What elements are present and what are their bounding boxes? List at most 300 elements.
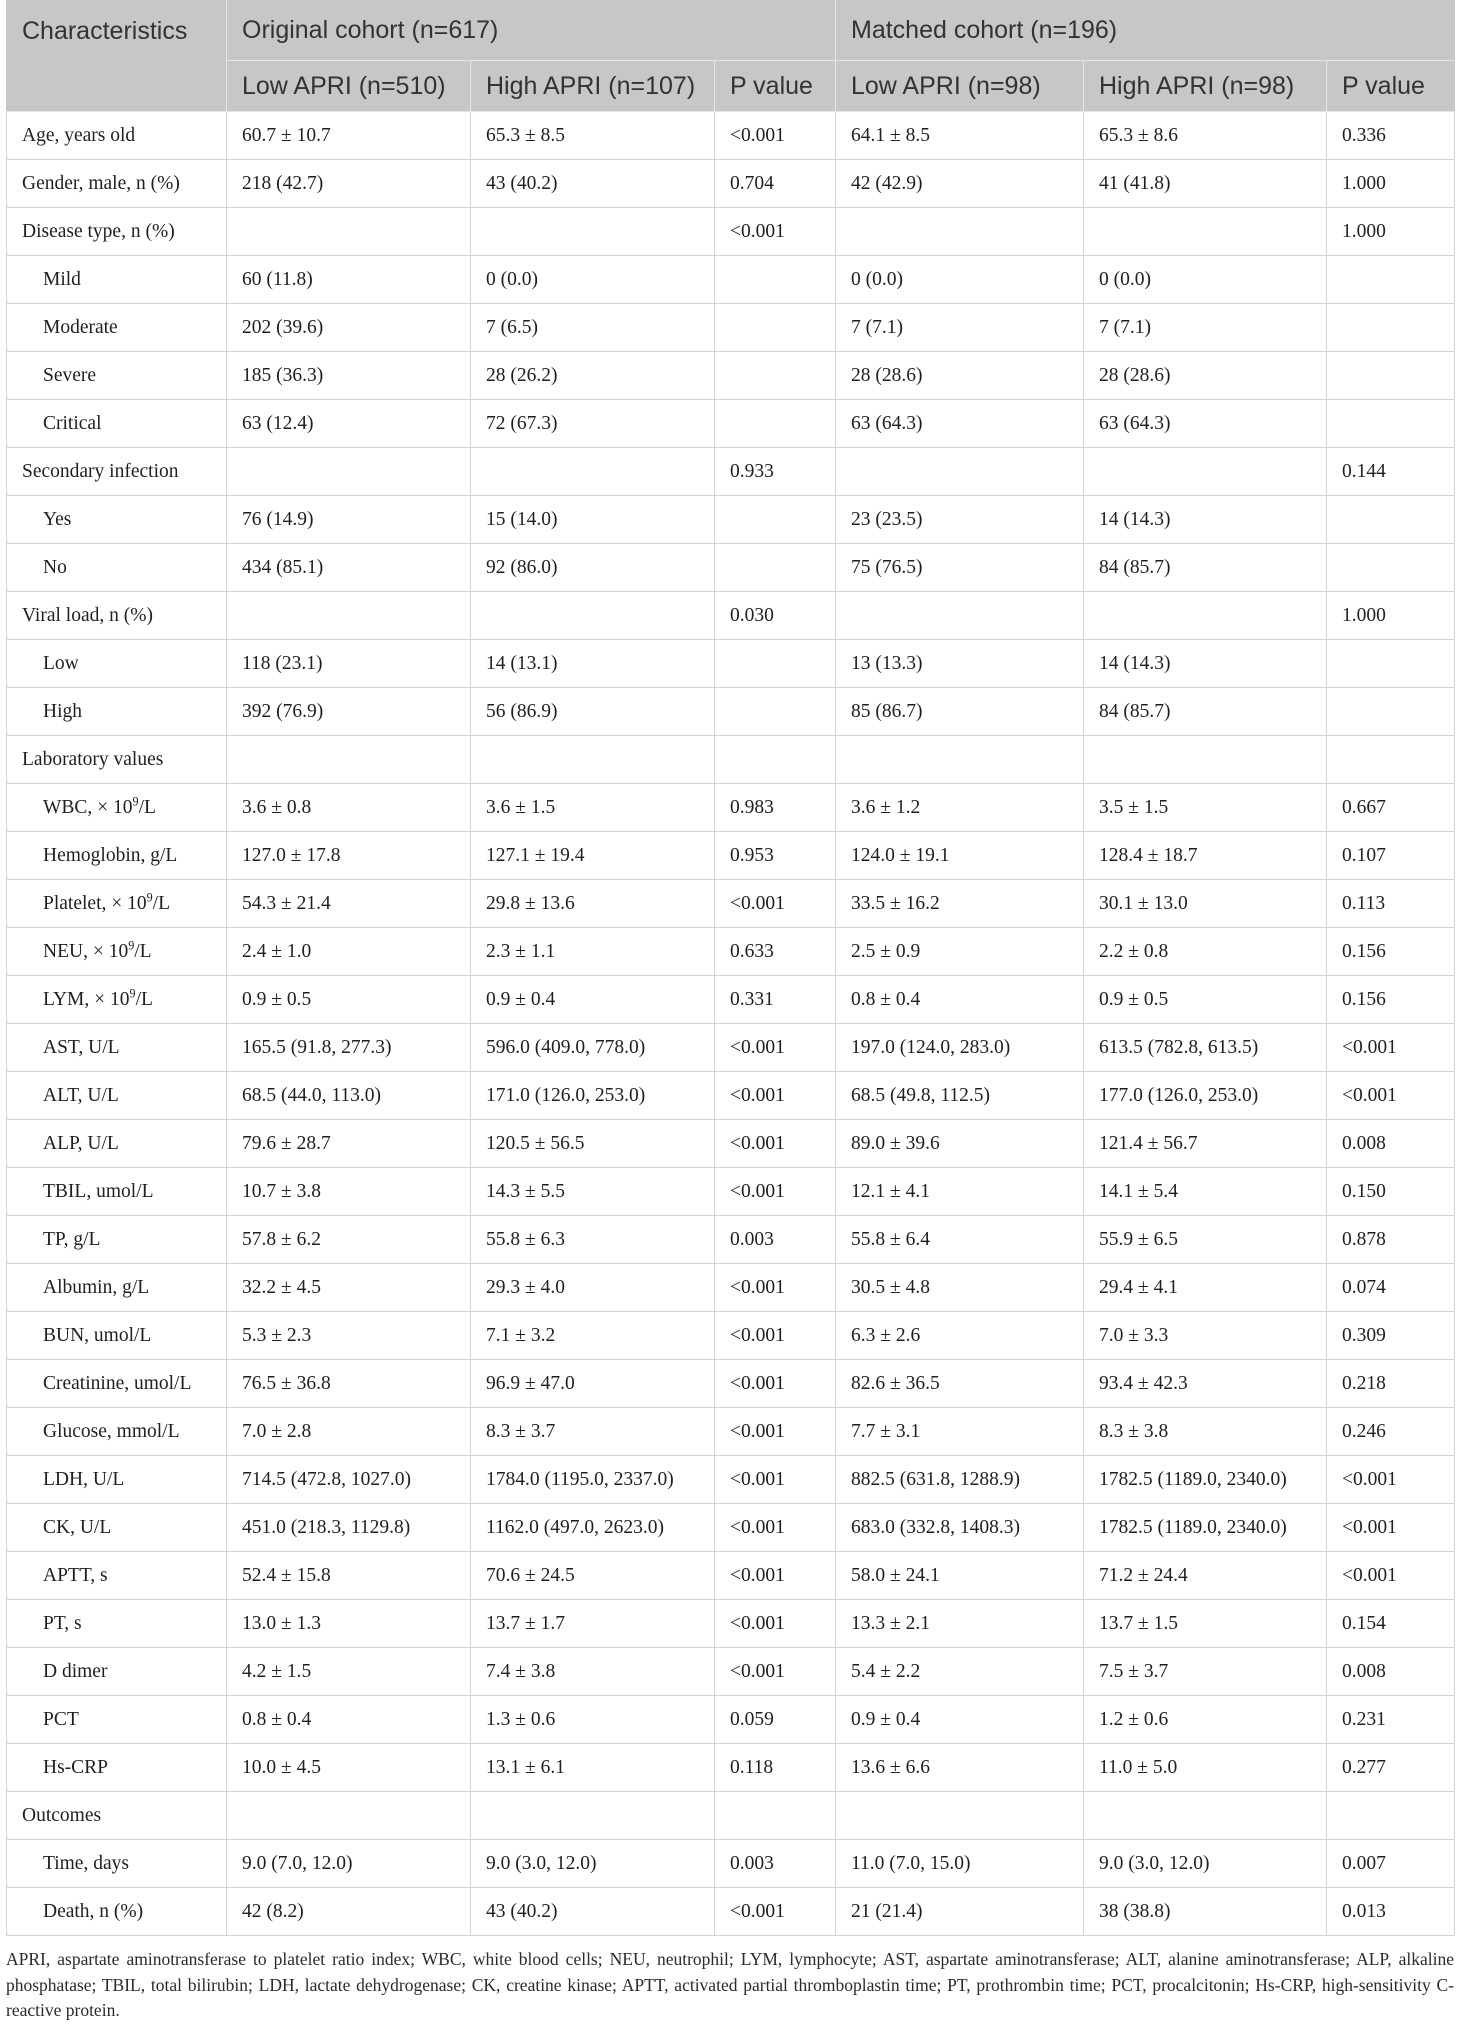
cell-matched-p-value: <0.001 [1327,1504,1455,1552]
row-label-text: Outcomes [22,1804,102,1826]
cell-original-p-value [715,256,836,304]
cell-original-low-apri [227,448,471,496]
cell-matched-low-apri: 882.5 (631.8, 1288.9) [836,1456,1084,1504]
cell-original-low-apri: 13.0 ± 1.3 [227,1600,471,1648]
cell-matched-p-value [1327,544,1455,592]
row-label [7,112,227,160]
cell-matched-p-value [1327,496,1455,544]
cell-matched-p-value: 0.144 [1327,448,1455,496]
table-row [7,208,1455,256]
cell-matched-p-value: <0.001 [1327,1024,1455,1072]
table-row [7,352,1455,400]
row-label-text: Platelet, × 10 [43,892,147,914]
cell-matched-low-apri: 42 (42.9) [836,160,1084,208]
cell-original-p-value: 0.030 [715,592,836,640]
header-matched-p-value: P value [1327,61,1455,112]
cell-matched-high-apri: 84 (85.7) [1084,688,1327,736]
row-label-text: High [43,700,82,722]
cell-matched-low-apri: 13 (13.3) [836,640,1084,688]
cell-matched-high-apri: 1.2 ± 0.6 [1084,1696,1327,1744]
cell-matched-low-apri: 58.0 ± 24.1 [836,1552,1084,1600]
row-label [7,640,227,688]
row-label [7,448,227,496]
cell-original-low-apri: 52.4 ± 15.8 [227,1552,471,1600]
cell-matched-low-apri: 75 (76.5) [836,544,1084,592]
cell-original-low-apri: 4.2 ± 1.5 [227,1648,471,1696]
cell-original-high-apri: 7.4 ± 3.8 [471,1648,715,1696]
cell-matched-low-apri: 6.3 ± 2.6 [836,1312,1084,1360]
footnote: APRI, aspartate aminotransferase to platelet ratio index; WBC, white blood cells; NEU, neutrophil; LYM, lymphocyte; AST, aspartate aminotransferase; ALT, alanine aminotransferase; ALP, alkaline phosphatase; TBIL, total bilirubin; LDH, lactate dehydrogenase; CK, creatine kinase; APTT, activated partial thromboplastin time; PT, prothrombin time; PCT, procalcitonin; Hs-CRP, high-sensitivity C-reactive protein. [6,1949,1454,2020]
cell-matched-high-apri [1084,208,1327,256]
row-label-text: Age, years old [22,124,136,146]
cell-matched-p-value: 0.246 [1327,1408,1455,1456]
row-label [7,1648,227,1696]
cell-matched-high-apri: 7 (7.1) [1084,304,1327,352]
cell-original-p-value: 0.633 [715,928,836,976]
cell-matched-high-apri: 3.5 ± 1.5 [1084,784,1327,832]
cell-original-low-apri: 79.6 ± 28.7 [227,1120,471,1168]
table-row [7,1120,1455,1168]
table-row [7,1744,1455,1792]
cell-original-p-value: <0.001 [715,1072,836,1120]
row-label-text: ALP, U/L [43,1132,119,1154]
cell-original-p-value: <0.001 [715,1456,836,1504]
cell-original-low-apri: 714.5 (472.8, 1027.0) [227,1456,471,1504]
cell-original-p-value: <0.001 [715,112,836,160]
cell-matched-p-value: 1.000 [1327,160,1455,208]
cell-original-p-value: <0.001 [715,208,836,256]
cell-matched-high-apri: 55.9 ± 6.5 [1084,1216,1327,1264]
cell-matched-low-apri: 2.5 ± 0.9 [836,928,1084,976]
cell-matched-low-apri: 683.0 (332.8, 1408.3) [836,1504,1084,1552]
cell-matched-low-apri [836,592,1084,640]
cell-matched-low-apri: 11.0 (7.0, 15.0) [836,1840,1084,1888]
cell-original-low-apri: 392 (76.9) [227,688,471,736]
cell-matched-p-value: 0.107 [1327,832,1455,880]
table-row [7,496,1455,544]
cell-original-high-apri: 1784.0 (1195.0, 2337.0) [471,1456,715,1504]
cell-matched-p-value [1327,1792,1455,1840]
cell-original-high-apri: 13.1 ± 6.1 [471,1744,715,1792]
header-original-cohort: Original cohort (n=617) [227,1,836,61]
cell-matched-high-apri: 14 (14.3) [1084,496,1327,544]
row-label-suffix: /L [138,796,156,818]
cell-matched-low-apri: 63 (64.3) [836,400,1084,448]
cell-matched-p-value [1327,640,1455,688]
table-row [7,1216,1455,1264]
cell-matched-low-apri [836,736,1084,784]
cell-matched-high-apri: 11.0 ± 5.0 [1084,1744,1327,1792]
cell-matched-high-apri: 63 (64.3) [1084,400,1327,448]
table-row [7,1504,1455,1552]
table-row [7,1168,1455,1216]
cell-original-p-value: <0.001 [715,1888,836,1936]
row-label [7,1744,227,1792]
cell-matched-low-apri [836,1792,1084,1840]
table-row [7,160,1455,208]
row-label-text: Hemoglobin, g/L [43,844,178,866]
table-header [7,1,1455,112]
cell-original-high-apri: 0.9 ± 0.4 [471,976,715,1024]
cell-matched-high-apri: 8.3 ± 3.8 [1084,1408,1327,1456]
cell-original-p-value: <0.001 [715,1552,836,1600]
cell-matched-high-apri: 29.4 ± 4.1 [1084,1264,1327,1312]
cell-original-low-apri: 451.0 (218.3, 1129.8) [227,1504,471,1552]
row-label [7,1408,227,1456]
cell-original-high-apri: 43 (40.2) [471,1888,715,1936]
cell-original-low-apri [227,736,471,784]
row-label [7,496,227,544]
cell-original-high-apri: 9.0 (3.0, 12.0) [471,1840,715,1888]
cell-matched-p-value: 0.667 [1327,784,1455,832]
cell-original-high-apri: 29.8 ± 13.6 [471,880,715,928]
row-label-text: ALT, U/L [43,1084,119,1106]
table-row [7,1600,1455,1648]
cell-matched-high-apri: 1782.5 (1189.0, 2340.0) [1084,1456,1327,1504]
cell-matched-high-apri: 13.7 ± 1.5 [1084,1600,1327,1648]
table-row [7,1360,1455,1408]
cell-original-low-apri: 60 (11.8) [227,256,471,304]
row-label [7,1600,227,1648]
cell-matched-low-apri: 23 (23.5) [836,496,1084,544]
cell-matched-low-apri: 0.9 ± 0.4 [836,1696,1084,1744]
cell-original-high-apri: 7.1 ± 3.2 [471,1312,715,1360]
cell-matched-low-apri: 124.0 ± 19.1 [836,832,1084,880]
row-label-text: PCT [43,1708,79,1730]
cell-matched-low-apri: 64.1 ± 8.5 [836,112,1084,160]
cell-matched-low-apri [836,448,1084,496]
table-row [7,1264,1455,1312]
row-label-text: Yes [43,508,72,530]
cell-original-low-apri: 76.5 ± 36.8 [227,1360,471,1408]
cell-original-low-apri: 63 (12.4) [227,400,471,448]
table-row [7,400,1455,448]
row-label [7,1024,227,1072]
cell-matched-p-value: 0.013 [1327,1888,1455,1936]
cell-matched-p-value [1327,736,1455,784]
cell-matched-p-value: <0.001 [1327,1552,1455,1600]
cell-original-high-apri: 72 (67.3) [471,400,715,448]
row-label-text: D dimer [43,1660,108,1682]
row-label [7,592,227,640]
table-row [7,1552,1455,1600]
row-label-superscript: 9 [129,986,136,1000]
cell-matched-p-value: 0.154 [1327,1600,1455,1648]
row-label-text: TP, g/L [43,1228,101,1250]
cell-matched-p-value: 0.309 [1327,1312,1455,1360]
cell-matched-p-value: 0.156 [1327,928,1455,976]
cell-original-high-apri: 56 (86.9) [471,688,715,736]
cell-matched-high-apri: 128.4 ± 18.7 [1084,832,1327,880]
cell-matched-low-apri: 12.1 ± 4.1 [836,1168,1084,1216]
table-row [7,880,1455,928]
cell-original-p-value [715,736,836,784]
row-label-text: BUN, umol/L [43,1324,152,1346]
cell-matched-low-apri: 21 (21.4) [836,1888,1084,1936]
cell-original-low-apri: 10.7 ± 3.8 [227,1168,471,1216]
table-row [7,976,1455,1024]
row-label-superscript: 9 [132,794,139,808]
cell-matched-high-apri: 2.2 ± 0.8 [1084,928,1327,976]
cell-matched-p-value [1327,352,1455,400]
row-label [7,208,227,256]
table-row [7,1840,1455,1888]
cell-matched-p-value [1327,304,1455,352]
row-label [7,928,227,976]
row-label [7,1840,227,1888]
row-label [7,784,227,832]
cell-matched-p-value [1327,688,1455,736]
cell-matched-high-apri: 0.9 ± 0.5 [1084,976,1327,1024]
cell-original-high-apri: 70.6 ± 24.5 [471,1552,715,1600]
cell-original-p-value: <0.001 [715,1360,836,1408]
cell-original-p-value: 0.331 [715,976,836,1024]
table-row [7,1648,1455,1696]
row-label-text: Severe [43,364,97,386]
row-label-text: Low [43,652,79,674]
row-label [7,1696,227,1744]
table-row [7,592,1455,640]
cell-matched-low-apri: 7 (7.1) [836,304,1084,352]
cell-matched-high-apri: 613.5 (782.8, 613.5) [1084,1024,1327,1072]
row-label [7,832,227,880]
cell-original-low-apri: 7.0 ± 2.8 [227,1408,471,1456]
cell-original-p-value [715,640,836,688]
cell-matched-low-apri: 3.6 ± 1.2 [836,784,1084,832]
table-row [7,1456,1455,1504]
cell-matched-high-apri: 28 (28.6) [1084,352,1327,400]
cell-original-p-value: <0.001 [715,1408,836,1456]
row-label-text: Viral load, n (%) [22,604,153,626]
row-label [7,352,227,400]
row-label-suffix: /L [152,892,170,914]
cell-matched-p-value: 0.007 [1327,1840,1455,1888]
cell-matched-low-apri: 7.7 ± 3.1 [836,1408,1084,1456]
cell-original-p-value: <0.001 [715,1120,836,1168]
cell-matched-high-apri: 93.4 ± 42.3 [1084,1360,1327,1408]
cell-original-low-apri: 68.5 (44.0, 113.0) [227,1072,471,1120]
header-matched-low-apri: Low APRI (n=98) [836,61,1084,112]
cell-matched-low-apri: 33.5 ± 16.2 [836,880,1084,928]
cell-matched-p-value [1327,400,1455,448]
row-label-text: Hs-CRP [43,1756,109,1778]
cell-matched-high-apri: 121.4 ± 56.7 [1084,1120,1327,1168]
cell-original-high-apri: 96.9 ± 47.0 [471,1360,715,1408]
cell-original-low-apri: 0.9 ± 0.5 [227,976,471,1024]
cell-matched-low-apri: 85 (86.7) [836,688,1084,736]
cell-matched-low-apri: 82.6 ± 36.5 [836,1360,1084,1408]
cell-original-p-value [715,352,836,400]
row-label [7,1456,227,1504]
header-row-cohorts [7,1,1455,61]
row-label-suffix: /L [134,940,152,962]
cell-original-low-apri: 165.5 (91.8, 277.3) [227,1024,471,1072]
cell-original-p-value [715,544,836,592]
cell-matched-high-apri: 9.0 (3.0, 12.0) [1084,1840,1327,1888]
cell-original-low-apri: 3.6 ± 0.8 [227,784,471,832]
row-label [7,400,227,448]
cell-original-p-value: 0.983 [715,784,836,832]
cell-matched-p-value: 0.008 [1327,1648,1455,1696]
table-row [7,1072,1455,1120]
table-row [7,832,1455,880]
cell-original-high-apri [471,1792,715,1840]
cell-original-high-apri: 127.1 ± 19.4 [471,832,715,880]
cell-original-p-value: 0.059 [715,1696,836,1744]
cell-matched-p-value: 1.000 [1327,208,1455,256]
cell-original-p-value [715,400,836,448]
table-row [7,1888,1455,1936]
cell-matched-high-apri: 30.1 ± 13.0 [1084,880,1327,928]
cell-matched-p-value: <0.001 [1327,1072,1455,1120]
cell-matched-high-apri: 1782.5 (1189.0, 2340.0) [1084,1504,1327,1552]
cell-original-low-apri: 2.4 ± 1.0 [227,928,471,976]
cell-original-low-apri: 127.0 ± 17.8 [227,832,471,880]
cell-matched-low-apri: 13.6 ± 6.6 [836,1744,1084,1792]
cell-matched-low-apri: 68.5 (49.8, 112.5) [836,1072,1084,1120]
cell-original-high-apri: 171.0 (126.0, 253.0) [471,1072,715,1120]
row-label-text: TBIL, umol/L [43,1180,154,1202]
cell-original-low-apri: 10.0 ± 4.5 [227,1744,471,1792]
cell-matched-low-apri: 0.8 ± 0.4 [836,976,1084,1024]
cell-matched-high-apri [1084,592,1327,640]
cell-matched-low-apri: 55.8 ± 6.4 [836,1216,1084,1264]
table-row [7,1024,1455,1072]
cell-original-high-apri: 28 (26.2) [471,352,715,400]
cell-matched-p-value: 0.218 [1327,1360,1455,1408]
row-label-text: No [43,556,67,578]
cell-original-low-apri: 54.3 ± 21.4 [227,880,471,928]
cell-original-high-apri: 7 (6.5) [471,304,715,352]
row-label [7,1312,227,1360]
cell-original-high-apri: 65.3 ± 8.5 [471,112,715,160]
row-label-text: CK, U/L [43,1516,112,1538]
header-matched-cohort: Matched cohort (n=196) [836,1,1455,61]
cell-original-high-apri: 2.3 ± 1.1 [471,928,715,976]
cell-original-p-value: <0.001 [715,1312,836,1360]
row-label [7,736,227,784]
cell-original-high-apri: 0 (0.0) [471,256,715,304]
cell-matched-p-value: <0.001 [1327,1456,1455,1504]
table-row [7,112,1455,160]
cell-original-high-apri: 14 (13.1) [471,640,715,688]
table-row [7,448,1455,496]
row-label-text: Secondary infection [22,460,179,482]
row-label-text: Mild [43,268,81,290]
cell-original-low-apri: 434 (85.1) [227,544,471,592]
row-label-text: PT, s [43,1612,82,1634]
cell-matched-high-apri: 41 (41.8) [1084,160,1327,208]
cell-original-p-value: 0.003 [715,1216,836,1264]
cell-matched-p-value: 0.336 [1327,112,1455,160]
row-label-text: Creatinine, umol/L [43,1372,192,1394]
cell-original-p-value: <0.001 [715,880,836,928]
cell-original-p-value: <0.001 [715,1504,836,1552]
cell-matched-p-value: 0.074 [1327,1264,1455,1312]
cell-matched-high-apri: 84 (85.7) [1084,544,1327,592]
table-row [7,784,1455,832]
cell-original-low-apri: 32.2 ± 4.5 [227,1264,471,1312]
cell-matched-p-value [1327,256,1455,304]
cell-matched-low-apri [836,208,1084,256]
cell-matched-high-apri: 38 (38.8) [1084,1888,1327,1936]
cell-original-high-apri: 15 (14.0) [471,496,715,544]
cell-original-low-apri: 60.7 ± 10.7 [227,112,471,160]
table-body [7,112,1455,1936]
row-label [7,1072,227,1120]
characteristics-table [6,0,1455,1936]
cell-original-p-value: <0.001 [715,1600,836,1648]
cell-original-high-apri [471,592,715,640]
table-row [7,256,1455,304]
row-label [7,880,227,928]
row-label-text: Albumin, g/L [43,1276,150,1298]
table-row [7,1312,1455,1360]
cell-matched-low-apri: 30.5 ± 4.8 [836,1264,1084,1312]
table-row [7,1408,1455,1456]
row-label [7,1360,227,1408]
cell-original-high-apri [471,208,715,256]
cell-original-p-value: 0.003 [715,1840,836,1888]
row-label-text: Critical [43,412,102,434]
row-label [7,1168,227,1216]
row-label-text: Gender, male, n (%) [22,172,180,194]
row-label [7,1120,227,1168]
cell-matched-p-value: 0.277 [1327,1744,1455,1792]
row-label [7,1552,227,1600]
cell-original-high-apri: 8.3 ± 3.7 [471,1408,715,1456]
row-label-superscript: 9 [146,890,153,904]
cell-matched-high-apri [1084,736,1327,784]
cell-matched-p-value: 0.878 [1327,1216,1455,1264]
cell-original-high-apri: 14.3 ± 5.5 [471,1168,715,1216]
cell-matched-low-apri: 5.4 ± 2.2 [836,1648,1084,1696]
cell-original-low-apri: 57.8 ± 6.2 [227,1216,471,1264]
row-label [7,304,227,352]
cell-matched-p-value: 1.000 [1327,592,1455,640]
table-row [7,928,1455,976]
cell-matched-high-apri: 0 (0.0) [1084,256,1327,304]
row-label-text: AST, U/L [43,1036,120,1058]
cell-matched-high-apri: 7.0 ± 3.3 [1084,1312,1327,1360]
cell-matched-p-value: 0.113 [1327,880,1455,928]
cell-original-low-apri: 76 (14.9) [227,496,471,544]
header-original-p-value: P value [715,61,836,112]
cell-original-high-apri: 43 (40.2) [471,160,715,208]
row-label [7,256,227,304]
cell-original-low-apri: 5.3 ± 2.3 [227,1312,471,1360]
cell-original-low-apri: 218 (42.7) [227,160,471,208]
cell-original-p-value [715,1792,836,1840]
cell-original-p-value: 0.953 [715,832,836,880]
row-label [7,1792,227,1840]
row-label [7,1504,227,1552]
cell-matched-high-apri: 65.3 ± 8.6 [1084,112,1327,160]
table-row [7,1696,1455,1744]
header-original-high-apri: High APRI (n=107) [471,61,715,112]
cell-original-p-value [715,688,836,736]
cell-original-low-apri [227,1792,471,1840]
cell-original-high-apri: 1.3 ± 0.6 [471,1696,715,1744]
cell-matched-p-value: 0.008 [1327,1120,1455,1168]
cell-original-high-apri: 3.6 ± 1.5 [471,784,715,832]
table-row [7,544,1455,592]
cell-original-p-value: 0.704 [715,160,836,208]
cell-matched-low-apri: 197.0 (124.0, 283.0) [836,1024,1084,1072]
cell-original-p-value: 0.933 [715,448,836,496]
cell-original-p-value: <0.001 [715,1024,836,1072]
row-label-text: WBC, × 10 [43,796,133,818]
